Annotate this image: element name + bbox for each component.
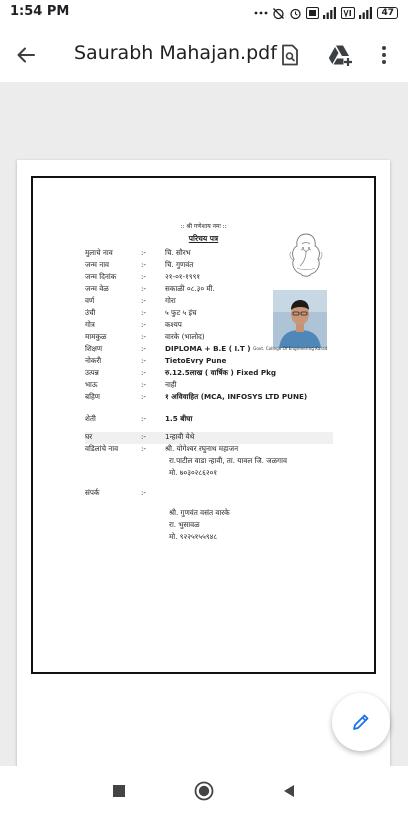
pdf-page[interactable] xyxy=(17,160,390,770)
system-nav-bar xyxy=(0,766,408,816)
status-time: 1:54 PM xyxy=(10,4,70,19)
doc-subtitle: परिचय पत्र xyxy=(188,234,219,243)
pdf-viewer[interactable] xyxy=(0,82,408,766)
app-bar xyxy=(0,28,408,82)
signal-icon xyxy=(359,7,373,19)
arrow-back-icon xyxy=(16,45,36,65)
status-bar xyxy=(0,0,408,28)
contact-phone: मो. ९२२५१५५९४८ xyxy=(169,532,218,541)
doc-invocation: :: श्री गणेशाय नमः :: xyxy=(180,223,227,230)
list-item: घर :- 1न्हावी येथे xyxy=(85,432,333,444)
contact-name: श्री. गुणवंत वसंत वारके xyxy=(169,508,230,517)
home-circle-icon xyxy=(194,781,214,801)
page-border: :: श्री गणेशाय नमः :: परिचय पत्र मुलाचे नाव :- चि. सौरभ जन्म नाव :- चि. गुणवंत जन्म दिनांक :- २१-०१-१९९१ जन्म वेळ :- सकाळी ०८.३० मी. वर्ण :- गोरा उंची :- ५ फुट ५ इंच गोत्र :- कश्यप मामकुळ :- वारके (भालोद) शिक्षण :- DIPLOMA + B.E ( I.T ) Govt. College Of Engineering Karad नोकरी :- TietoEvry Pune उत्पन्न :- रु.12.5लाख ( वार्षिक ) Fixed Pkg भाऊ :- नाही बहिण :- १ अविवाहित (MCA, INFOSYS LTD PUNE) शेती :- 1.5 बीघा घर :- 1न्हावी येथे वडिलांचे नाव :- श्री. योगेश्वर रघुनाथ महाजन रा.पाटील वाडा न्हावी, ता. यावल जि. जळगाव मो. ७०३०२८६२०१ संपर्क :- श्री. गुणवंत वसंत वारके रा. भुसावळ मो. ९२२५१५५९४८ xyxy=(31,176,376,674)
document-search-icon xyxy=(280,44,300,66)
edit-pencil-icon xyxy=(351,712,371,732)
add-to-drive-button[interactable] xyxy=(325,39,357,71)
signal-icon xyxy=(323,7,337,19)
edit-fab-button[interactable] xyxy=(332,693,390,751)
more-dots-icon xyxy=(254,11,268,15)
college-note: Govt. College Of Engineering Karad xyxy=(253,346,328,351)
back-triangle-icon xyxy=(283,784,295,798)
battery-indicator: 47 xyxy=(377,7,398,19)
drive-add-icon xyxy=(328,44,354,66)
back-button[interactable] xyxy=(10,39,42,71)
ganesh-illustration xyxy=(285,230,327,280)
document-title: Saurabh Mahajan.pdf xyxy=(74,42,277,64)
status-icons xyxy=(254,5,398,21)
alarm-off-icon xyxy=(272,7,285,20)
home-button[interactable] xyxy=(191,778,217,804)
address-line: रा.पाटील वाडा न्हावी, ता. यावल जि. जळगाव xyxy=(169,456,287,465)
volte-icon xyxy=(341,7,355,19)
data-icon xyxy=(306,7,319,19)
recents-square-icon xyxy=(113,785,125,797)
recents-button[interactable] xyxy=(106,778,132,804)
phone-line: मो. ७०३०२८६२०१ xyxy=(169,468,218,477)
find-in-document-button[interactable] xyxy=(274,39,306,71)
more-vert-icon xyxy=(381,45,387,65)
profile-photo xyxy=(273,290,327,348)
back-nav-button[interactable] xyxy=(276,778,302,804)
more-options-button[interactable] xyxy=(368,39,400,71)
contact-place: रा. भुसावळ xyxy=(169,520,200,529)
alarm-icon xyxy=(289,7,302,20)
